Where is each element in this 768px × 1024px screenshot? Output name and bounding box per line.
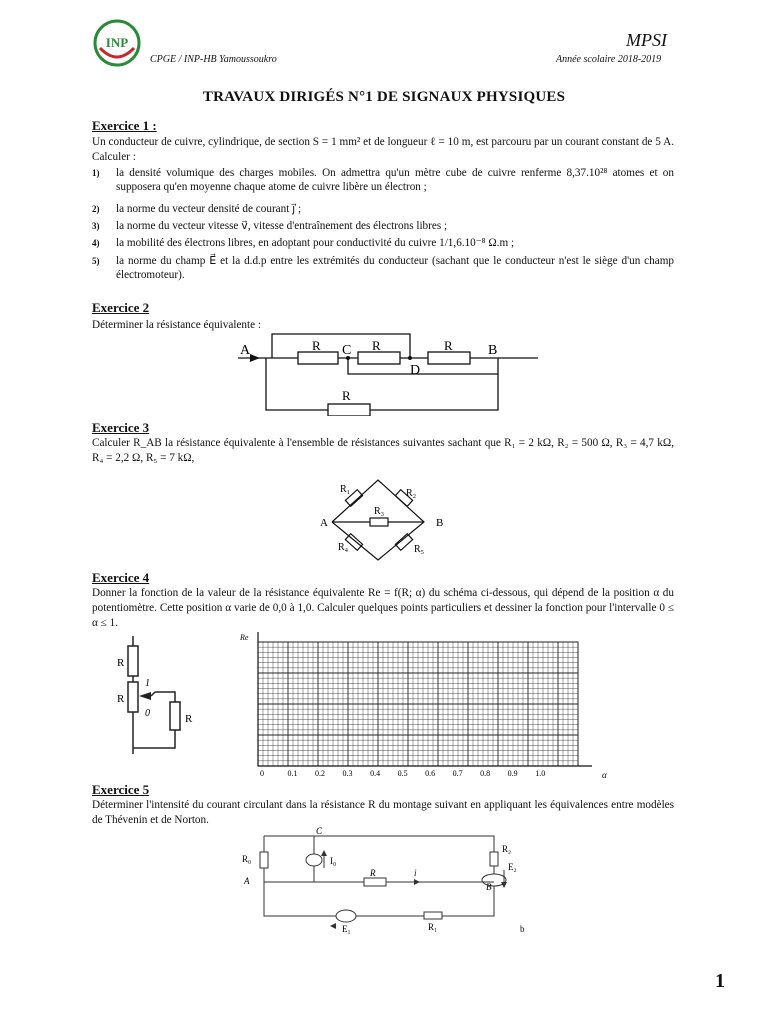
pot-position-zero: 0	[145, 708, 150, 719]
x-tick-label: 0.5	[397, 769, 408, 778]
ex1-item-4	[92, 236, 674, 250]
r2-label: R₂	[406, 488, 417, 499]
class-name: MPSI	[626, 30, 667, 50]
node-a: A	[244, 876, 250, 886]
ex5-circuit	[238, 826, 538, 936]
graph-y-label: Re	[240, 633, 249, 642]
ex1-item-1	[92, 166, 674, 194]
x-tick-label: 0.3	[342, 769, 353, 778]
e1-label: E₁	[342, 924, 351, 934]
r1-label: R₁	[340, 484, 351, 495]
r3-label: R₃	[374, 506, 385, 517]
graph-x-label: α	[602, 770, 607, 780]
institution-logo	[92, 18, 142, 68]
x-tick-label: 0.1	[287, 769, 298, 778]
r-label: R	[370, 868, 376, 878]
ex4-graph	[230, 630, 610, 782]
x-tick-label: 0	[260, 769, 264, 778]
ex5-text: Déterminer l'intensité du courant circulant dans la résistance R du montage suivant en appliquant les équivalences entre modèles de Thévenin et de Norton.	[92, 799, 674, 826]
school-name: CPGE / INP-HB Yamoussoukro	[150, 54, 277, 65]
x-tick-label: 0.2	[315, 769, 326, 778]
ex1-item-text: la densité volumique des charges mobiles. On admettra qu'un mètre cube de cuivre renferme 8,37.10²⁸ atomes et on supposera qu'en moyenne chaque atome de cuivre libère un électron ;	[116, 167, 674, 193]
page-title: TRAVAUX DIRIGÉS N°1 DE SIGNAUX PHYSIQUES	[202, 89, 566, 105]
x-tick-label: 0.9	[507, 769, 518, 778]
ex3-text: Calculer R_AB la résistance équivalente à l'ensemble de résistances suivantes sachant que R₁ = 2 kΩ, R₂ = 500 Ω, R₃ = 4,7 kΩ, R₄ = 2,2 Ω, R₅ = 7 kΩ,	[92, 437, 674, 464]
current-i-label: i	[414, 868, 417, 878]
ex1-item-number: 1)	[92, 168, 100, 178]
ex1-title: Exercice 1 :	[92, 118, 157, 133]
r4-label: R₄	[338, 542, 349, 553]
ex1-item-2	[92, 202, 674, 216]
ex1-item-number: 3)	[92, 221, 100, 231]
node-b: B	[436, 517, 444, 529]
node-c: C	[342, 343, 352, 358]
ex3-circuit	[318, 470, 458, 562]
node-c: C	[316, 826, 323, 836]
ex1-item-number: 4)	[92, 238, 100, 248]
ex1-item-text: la norme du vecteur densité de courant j⃗ ;	[116, 203, 302, 215]
resistor-label: R	[185, 713, 193, 725]
e2-label: E₂	[508, 862, 517, 872]
node-a: A	[240, 343, 251, 358]
b-label: b	[520, 924, 525, 934]
resistor-label: R	[342, 388, 351, 403]
page-number: 1	[715, 970, 725, 992]
resistor-label: R	[117, 657, 125, 669]
ex4-title: Exercice 4	[92, 570, 150, 585]
potentiometer-label: R	[117, 693, 125, 705]
r0-label: R₀	[242, 854, 252, 864]
node-d: D	[410, 363, 421, 378]
ex1-item-number: 5)	[92, 256, 100, 266]
x-tick-label: 0.8	[480, 769, 491, 778]
x-tick-label: 1.0	[535, 769, 546, 778]
resistor-label: R	[312, 338, 321, 353]
node-a: A	[320, 517, 328, 529]
r2-label: R₂	[502, 844, 512, 854]
resistor-label: R	[444, 338, 453, 353]
node-b: B	[486, 882, 492, 892]
ex4-circuit	[95, 636, 210, 756]
ex1-item-3	[92, 219, 674, 233]
x-tick-label: 0.7	[452, 769, 463, 778]
ex3-title: Exercice 3	[92, 420, 150, 435]
ex1-item-number: 2)	[92, 204, 100, 214]
r5-label: R₅	[414, 544, 425, 555]
resistor-label: R	[372, 338, 381, 353]
ex1-item-5	[92, 254, 674, 282]
x-tick-label: 0.6	[425, 769, 436, 778]
pot-position-one: 1	[145, 678, 150, 689]
graph-grid	[258, 632, 592, 766]
ex2-title: Exercice 2	[92, 300, 150, 315]
logo-text: INP	[105, 35, 129, 50]
ex5-title: Exercice 5	[92, 782, 150, 797]
x-tick-label: 0.4	[370, 769, 381, 778]
node-b: B	[488, 343, 498, 358]
r1-label: R₁	[428, 922, 438, 932]
ex1-item-text: la norme du champ E⃗ et la d.d.p entre les extrémités du conducteur (sachant que le conducteur n'est le siège d'un champ électromoteur).	[116, 255, 674, 281]
ex1-item-text: la norme du vecteur vitesse v⃗, vitesse d'entraînement des électrons libres ;	[116, 220, 448, 232]
ex1-item-text: la mobilité des électrons libres, en adoptant pour conductivité du cuivre 1/1,6.10⁻⁸ Ω.m ;	[116, 237, 515, 249]
ex1-intro: Un conducteur de cuivre, cylindrique, de section S = 1 mm² et de longueur ℓ = 10 m, est parcouru par un courant constant de 5 A. Calculer :	[92, 136, 674, 163]
school-year: Année scolaire 2018-2019	[556, 54, 662, 65]
ex2-circuit	[238, 330, 538, 416]
i0-label: I₀	[330, 856, 337, 866]
ex2-text: Déterminer la résistance équivalente :	[92, 319, 261, 331]
ex4-text: Donner la fonction de la valeur de la résistance équivalente Re = f(R; α) du schéma ci-dessous, qui dépend de la position α du potentiomètre. Cette position α varie de 0,0 à 1,0. Calculer quelques points particuliers et dessiner la fonction pour l'intervalle 0 ≤ α ≤ 1.	[92, 587, 674, 629]
